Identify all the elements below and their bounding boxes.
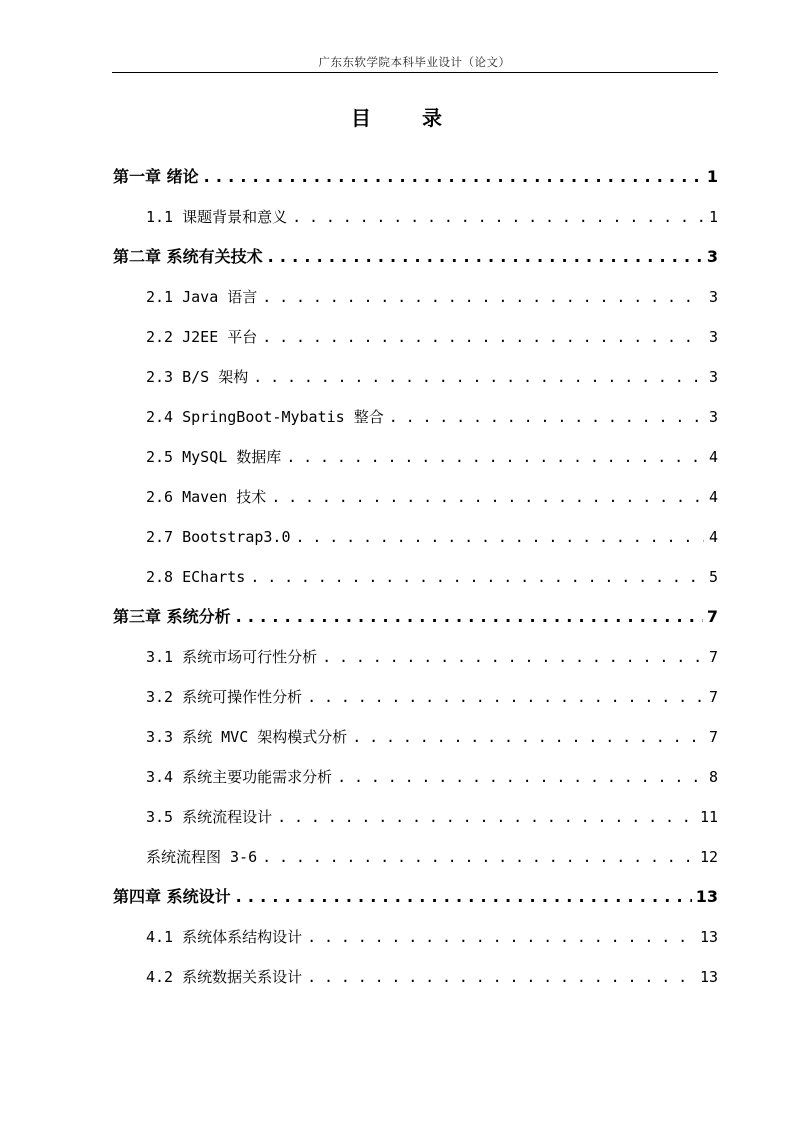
toc-entry-label: 2.4 SpringBoot-Mybatis 整合 [146, 408, 384, 426]
dot-leader [262, 286, 704, 308]
toc-entry-section-2-6[interactable] [146, 486, 718, 508]
toc-entry-section-2-5[interactable] [146, 446, 718, 468]
toc-title: 目 录 [351, 106, 464, 130]
toc-entry-page: 4 [708, 528, 718, 546]
dot-leader [253, 366, 704, 388]
toc-entry-label: 2.6 Maven 技术 [146, 488, 267, 506]
toc-entry-section-3-5[interactable] [146, 806, 718, 828]
toc-entry-section-2-2[interactable] [146, 326, 718, 348]
toc-entry-section-3-2[interactable] [146, 686, 718, 708]
dot-leader [236, 606, 703, 628]
toc-entry-page: 11 [699, 808, 718, 826]
dot-leader [307, 926, 696, 948]
dot-leader [352, 726, 704, 748]
dot-leader [262, 846, 696, 868]
dot-leader [307, 686, 704, 708]
toc-entry-label: 2.7 Bootstrap3.0 [146, 528, 291, 546]
toc-entry-section-3-1[interactable] [146, 646, 718, 668]
toc-entry-page: 4 [708, 448, 718, 466]
toc-entry-label: 3.3 系统 MVC 架构模式分析 [146, 728, 348, 746]
toc-entry-label: 2.2 J2EE 平台 [146, 328, 258, 346]
toc-entry-section-1-1[interactable] [146, 206, 718, 228]
toc-entry-label: 系统流程图 3-6 [146, 848, 258, 866]
toc-entry-page: 7 [706, 607, 718, 626]
dot-leader [277, 806, 696, 828]
dot-leader [307, 966, 696, 988]
dot-leader [271, 486, 704, 508]
dot-leader [322, 646, 704, 668]
toc-entry-section-3-4[interactable] [146, 766, 718, 788]
toc-entry-section-2-3[interactable] [146, 366, 718, 388]
toc-entry-chapter-1[interactable] [113, 166, 718, 188]
toc-entry-section-2-7[interactable] [146, 526, 718, 548]
toc-entry-label: 1.1 课题背景和意义 [146, 208, 288, 226]
dot-leader [250, 566, 704, 588]
dot-leader [337, 766, 704, 788]
toc-entry-label: 2.1 Java 语言 [146, 288, 258, 306]
toc-entry-page: 7 [708, 648, 718, 666]
toc-entry-page: 1 [708, 208, 718, 226]
toc-entry-section-3-3[interactable] [146, 726, 718, 748]
dot-leader [236, 886, 692, 908]
toc-entry-page: 3 [708, 288, 718, 306]
toc-entry-section-2-4[interactable] [146, 406, 718, 428]
toc-entry-label: 2.5 MySQL 数据库 [146, 448, 282, 466]
toc-entry-label: 3.5 系统流程设计 [146, 808, 273, 826]
toc-entry-chapter-3[interactable] [113, 606, 718, 628]
dot-leader [268, 246, 703, 268]
dot-leader [389, 406, 704, 428]
toc-entry-label: 4.2 系统数据关系设计 [146, 968, 303, 986]
dot-leader [296, 526, 705, 548]
toc-entry-label: 4.1 系统体系结构设计 [146, 928, 303, 946]
toc-entry-figure-3-6[interactable] [146, 846, 718, 868]
toc-entry-page: 7 [708, 728, 718, 746]
toc-entry-page: 12 [699, 848, 718, 866]
toc-entry-page: 5 [708, 568, 718, 586]
toc-entry-label: 第一章 绪论 [113, 167, 199, 186]
toc-entry-label: 2.8 ECharts [146, 568, 246, 586]
toc-entry-page: 3 [706, 247, 718, 266]
toc-entry-section-4-1[interactable] [146, 926, 718, 948]
dot-leader [292, 206, 704, 228]
dot-leader [204, 166, 703, 188]
toc-entry-page: 4 [708, 488, 718, 506]
toc-entry-chapter-2[interactable] [113, 246, 718, 268]
toc-entry-page: 3 [708, 408, 718, 426]
toc-entry-label: 3.1 系统市场可行性分析 [146, 648, 318, 666]
toc-entry-label: 第四章 系统设计 [113, 887, 231, 906]
page-header: 广东东软学院本科毕业设计（论文） [318, 55, 511, 69]
toc-entry-page: 8 [708, 768, 718, 786]
toc-entry-label: 2.3 B/S 架构 [146, 368, 249, 386]
toc-entry-label: 3.4 系统主要功能需求分析 [146, 768, 333, 786]
toc-entry-page: 13 [699, 968, 718, 986]
toc-entry-label: 第二章 系统有关技术 [113, 247, 263, 266]
toc-entry-section-2-8[interactable] [146, 566, 718, 588]
toc-entry-label: 3.2 系统可操作性分析 [146, 688, 303, 706]
toc-entry-chapter-4[interactable] [113, 886, 718, 908]
toc-entry-section-4-2[interactable] [146, 966, 718, 988]
dot-leader [286, 446, 704, 468]
toc-entry-page: 13 [695, 887, 718, 906]
toc-entry-section-2-1[interactable] [146, 286, 718, 308]
toc-entry-page: 7 [708, 688, 718, 706]
header-rule [112, 72, 718, 73]
toc-entry-page: 13 [699, 928, 718, 946]
toc-entry-page: 3 [708, 368, 718, 386]
toc-entry-label: 第三章 系统分析 [113, 607, 231, 626]
toc-entry-page: 3 [708, 328, 718, 346]
dot-leader [262, 326, 704, 348]
toc-entry-page: 1 [706, 167, 718, 186]
